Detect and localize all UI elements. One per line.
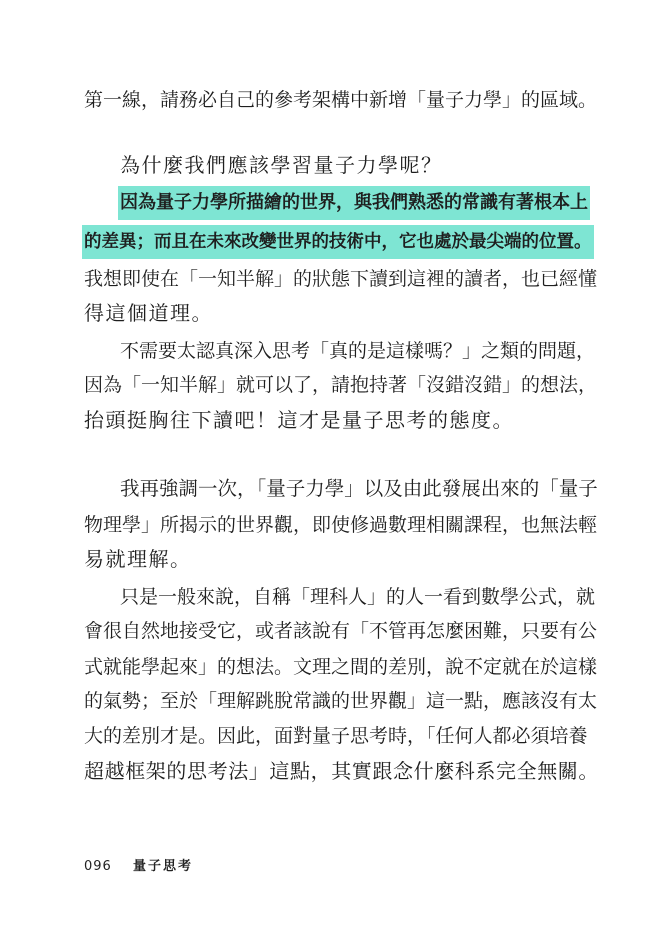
text-line-content: 因為「一知半解」就可以了，請抱持著「沒錯沒錯」的想法， <box>84 374 598 396</box>
text-line <box>0 614 663 648</box>
text-line-content: 抬頭挺胸往下讀吧！這才是量子思考的態度。 <box>84 408 514 432</box>
text-line-content: 易就理解。 <box>84 547 192 571</box>
text-line <box>0 334 663 368</box>
text-line-content: 只是一般來說，自稱「理科人」的人一看到數學公式，就 <box>120 586 596 608</box>
text-line <box>0 508 663 542</box>
text-line <box>0 719 663 753</box>
text-line <box>0 368 663 402</box>
highlighted-text: 因為量子力學所描繪的世界，與我們熟悉的常識有著根本上 <box>118 186 590 220</box>
text-line <box>0 262 663 296</box>
text-line-content: 的氣勢；至於「理解跳脫常識的世界觀」這一點，應該沒有太 <box>84 690 598 712</box>
text-line <box>0 83 663 117</box>
text-line-content: 得這個道理。 <box>84 301 213 325</box>
text-line-content: 式就能學起來」的想法。文理之間的差別，說不定就在於這樣 <box>84 656 598 678</box>
text-line <box>0 542 663 576</box>
text-line-content: 為什麼我們應該學習量子力學呢？ <box>120 153 443 177</box>
text-line <box>0 650 663 684</box>
text-line <box>0 580 663 614</box>
running-title: 量子思考 <box>133 859 194 874</box>
text-line <box>0 403 663 437</box>
highlighted-line <box>0 225 663 259</box>
text-line-content: 我想即使在「一知半解」的狀態下讀到這裡的讀者，也已經懂 <box>84 268 598 290</box>
highlighted-text: 的差異；而且在未來改變世界的技術中，它也處於最尖端的位置。 <box>82 225 594 259</box>
text-line <box>0 148 663 182</box>
text-line <box>0 684 663 718</box>
text-line-content: 我再強調一次，「量子力學」以及由此發展出來的「量子 <box>120 477 598 500</box>
text-line-content: 第一線，請務必自己的參考架構中新增「量子力學」的區域。 <box>84 89 598 111</box>
text-line <box>0 754 663 788</box>
text-line-content: 物理學」所揭示的世界觀，即使修過數理相關課程，也無法輕 <box>84 514 598 536</box>
highlighted-line <box>0 186 663 220</box>
text-line <box>0 472 663 506</box>
text-line-content: 會很自然地接受它，或者該說有「不管再怎麼困難，只要有公 <box>84 620 598 642</box>
text-line-content: 不需要太認真深入思考「真的是這樣嗎？」之類的問題， <box>120 340 596 362</box>
page-number: 096 <box>84 859 112 874</box>
text-line-content: 大的差別才是。因此，面對量子思考時，「任何人都必須培養 <box>84 725 588 747</box>
text-line <box>0 296 663 330</box>
text-line-content: 超越框架的思考法」這點，其實跟念什麼科系完全無關。 <box>84 759 599 783</box>
